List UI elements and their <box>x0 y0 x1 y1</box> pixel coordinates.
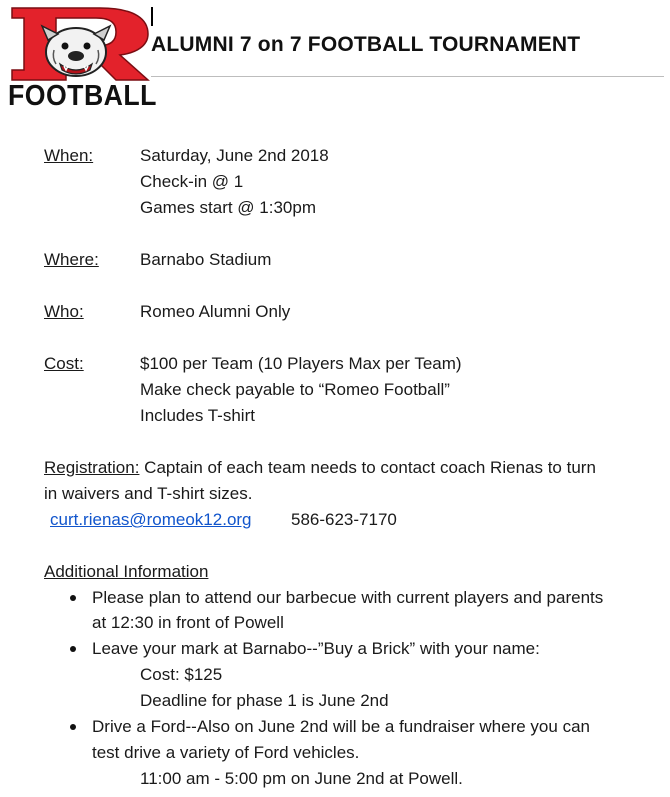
brick-deadline: Deadline for phase 1 is June 2nd <box>140 691 389 710</box>
registration-phone: 586-623-7170 <box>291 510 397 529</box>
bulldog-r-icon <box>8 6 154 84</box>
registration-label: Registration: <box>44 458 140 477</box>
when-checkin: Check-in @ 1 <box>140 172 244 191</box>
cost-includes: Includes T-shirt <box>140 406 255 425</box>
when-label: When: <box>44 146 94 165</box>
when-games-start: Games start @ 1:30pm <box>140 198 316 217</box>
who-value: Romeo Alumni Only <box>140 302 291 321</box>
additional-heading: Additional Information <box>44 562 209 581</box>
page-title: ALUMNI 7 on 7 FOOTBALL TOURNAMENT <box>151 33 581 56</box>
registration-text-1: Captain of each team needs to contact coach Rienas to turn <box>144 458 596 477</box>
registration-email-link[interactable]: curt.rienas@romeok12.org <box>50 510 252 529</box>
logo-football-word: FOOTBALL <box>8 80 157 112</box>
barbecue-line1: Please plan to attend our barbecue with current players and parents <box>92 588 604 607</box>
romeo-football-logo <box>8 6 157 114</box>
registration-text-2: in waivers and T-shirt sizes. <box>44 484 253 503</box>
when-date: Saturday, June 2nd 2018 <box>140 146 329 165</box>
who-label: Who: <box>44 302 84 321</box>
cost-label: Cost: <box>44 354 84 373</box>
bullet-icon <box>70 646 76 652</box>
text-cursor <box>151 7 153 26</box>
ford-time: 11:00 am - 5:00 pm on June 2nd at Powell. <box>140 769 463 788</box>
title-divider <box>151 76 664 77</box>
ford-line2: test drive a variety of Ford vehicles. <box>92 743 360 762</box>
bullet-icon <box>70 595 76 601</box>
registration-line1 <box>44 457 596 479</box>
bullet-icon <box>70 724 76 730</box>
brick-line: Leave your mark at Barnabo--”Buy a Brick” with your name: <box>92 639 540 658</box>
where-value: Barnabo Stadium <box>140 250 272 269</box>
where-label: Where: <box>44 250 99 269</box>
cost-per-team: $100 per Team (10 Players Max per Team) <box>140 354 462 373</box>
brick-cost: Cost: $125 <box>140 665 223 684</box>
cost-check-payable: Make check payable to “Romeo Football” <box>140 380 450 399</box>
barbecue-line2: at 12:30 in front of Powell <box>92 613 284 632</box>
ford-line1: Drive a Ford--Also on June 2nd will be a fundraiser where you can <box>92 717 590 736</box>
